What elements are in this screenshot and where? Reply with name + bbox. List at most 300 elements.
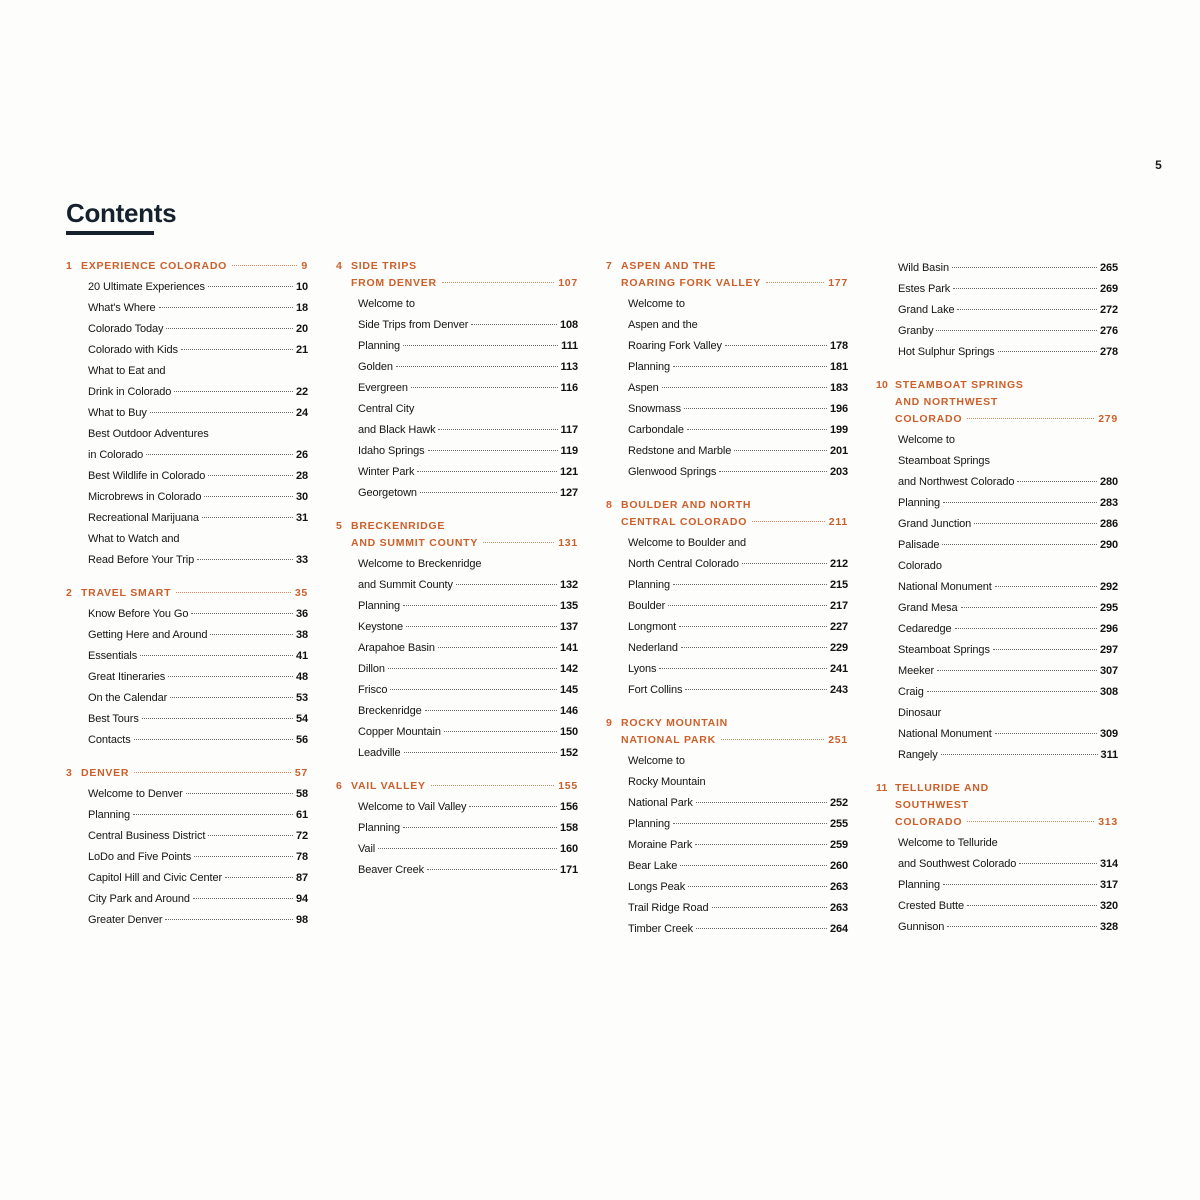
toc-entry[interactable] [628, 898, 848, 919]
toc-entry-title: Timber Creek [628, 923, 694, 935]
toc-entry-title: Planning [898, 879, 941, 891]
toc-entry[interactable] [898, 430, 1118, 451]
toc-entry-page-number: 297 [1099, 644, 1118, 656]
toc-entry-page-number: 308 [1099, 686, 1118, 698]
toc-entry-title: Steamboat Springs [898, 644, 990, 656]
toc-entry[interactable] [358, 420, 578, 441]
toc-entry-title: Welcome to [628, 755, 685, 767]
toc-entry[interactable] [628, 315, 848, 336]
toc-entry-title: Dinosaur [898, 707, 942, 719]
toc-entry-title: Colorado Today [88, 323, 164, 335]
leader-dots [993, 649, 1097, 650]
toc-entry[interactable] [88, 868, 308, 889]
toc-entry-title: Meeker [898, 665, 935, 677]
toc-entry[interactable] [88, 508, 308, 529]
toc-entry-title: Moraine Park [628, 839, 693, 851]
toc-entry-page-number: 38 [295, 629, 308, 641]
toc-entry[interactable] [358, 743, 578, 764]
toc-entry[interactable] [898, 321, 1118, 342]
leader-dots [659, 668, 826, 669]
toc-entry[interactable] [628, 554, 848, 575]
toc-entry[interactable] [628, 533, 848, 554]
toc-entry[interactable] [898, 472, 1118, 493]
toc-entry[interactable] [628, 420, 848, 441]
toc-entry-title: Planning [898, 497, 941, 509]
toc-entry[interactable] [358, 315, 578, 336]
toc-entry-title: Grand Junction [898, 518, 972, 530]
toc-entry-page-number: 127 [559, 487, 578, 499]
toc-entry[interactable] [898, 514, 1118, 535]
toc-entry-title: Cedaredge [898, 623, 952, 635]
toc-entry[interactable] [898, 258, 1118, 279]
chapter-title-line [895, 797, 1118, 814]
toc-entry[interactable] [358, 638, 578, 659]
toc-entry[interactable] [88, 667, 308, 688]
toc-entry[interactable] [628, 596, 848, 617]
toc-entry-page-number: 320 [1099, 900, 1118, 912]
toc-entry[interactable] [898, 535, 1118, 556]
toc-entry-page-number: 116 [560, 382, 578, 394]
leader-dots [194, 856, 293, 857]
toc-entry[interactable] [88, 529, 308, 550]
toc-entry-title: Craig [898, 686, 924, 698]
toc-entry[interactable] [358, 701, 578, 722]
chapter-title-text: EXPERIENCE COLORADO [81, 260, 228, 272]
toc-entry-page-number: 121 [559, 466, 578, 478]
toc-entry-title: Welcome to [898, 434, 955, 446]
toc-columns [66, 258, 1166, 940]
toc-entry-title: 20 Ultimate Experiences [88, 281, 205, 293]
toc-entry[interactable] [898, 833, 1118, 854]
chapter-title-line [81, 258, 308, 275]
toc-entry-page-number: 117 [560, 424, 578, 436]
leader-dots [193, 898, 293, 899]
toc-entry[interactable] [358, 554, 578, 575]
toc-entry-page-number: 160 [559, 843, 578, 855]
chapter-title-text: TRAVEL SMART [81, 587, 172, 599]
chapter-title-line [351, 518, 578, 535]
chapter-heading[interactable] [876, 780, 1118, 831]
toc-entry[interactable] [898, 577, 1118, 598]
leader-dots [725, 345, 827, 346]
toc-entry[interactable] [88, 910, 308, 931]
toc-entry[interactable] [358, 575, 578, 596]
toc-entry[interactable] [358, 818, 578, 839]
toc-entry[interactable] [88, 625, 308, 646]
toc-entry[interactable] [628, 336, 848, 357]
leader-dots [673, 584, 827, 585]
leader-dots [696, 802, 827, 803]
toc-entry-page-number: 260 [829, 860, 848, 872]
toc-entry-title: Capitol Hill and Civic Center [88, 872, 223, 884]
toc-entry[interactable] [898, 619, 1118, 640]
toc-entry-page-number: 24 [295, 407, 308, 419]
toc-entry-title: Planning [628, 818, 671, 830]
toc-entry-title: Best Outdoor Adventures [88, 428, 209, 440]
toc-entry[interactable] [628, 919, 848, 940]
toc-entry[interactable] [898, 556, 1118, 577]
toc-entry-title: What to Buy [88, 407, 147, 419]
toc-entry-page-number: 61 [295, 809, 308, 821]
chapter-title-text: ROCKY MOUNTAIN [621, 717, 728, 729]
toc-entry-page-number: 135 [559, 600, 578, 612]
leader-dots [685, 689, 827, 690]
toc-entry-page-number: 152 [559, 747, 578, 759]
toc-entry-page-number: 278 [1099, 346, 1118, 358]
toc-entry[interactable] [358, 336, 578, 357]
toc-entry-title: Central Business District [88, 830, 206, 842]
toc-entry-title: and Northwest Colorado [898, 476, 1015, 488]
toc-entry-title: Great Itineraries [88, 671, 166, 683]
toc-entry[interactable] [358, 617, 578, 638]
toc-entry-page-number: 58 [295, 788, 308, 800]
leader-dots [957, 309, 1096, 310]
chapter-heading[interactable] [606, 497, 848, 531]
leader-dots [159, 307, 293, 308]
toc-entry[interactable] [898, 896, 1118, 917]
page-title: Contents [66, 198, 177, 228]
toc-entry[interactable] [358, 357, 578, 378]
toc-entry-page-number: 171 [559, 864, 578, 876]
toc-entry[interactable] [898, 661, 1118, 682]
toc-entry-page-number: 183 [829, 382, 848, 394]
toc-entry[interactable] [628, 378, 848, 399]
toc-column [336, 258, 578, 940]
chapter-number: 2 [66, 587, 73, 599]
toc-entry-page-number: 10 [295, 281, 308, 293]
toc-entry[interactable] [358, 797, 578, 818]
toc-entry-title: Bear Lake [628, 860, 678, 872]
leader-dots [961, 607, 1097, 608]
toc-entry[interactable] [88, 298, 308, 319]
toc-entry[interactable] [358, 839, 578, 860]
chapter-title-line [895, 780, 1118, 797]
toc-entry-title: Greater Denver [88, 914, 163, 926]
toc-entry[interactable] [88, 889, 308, 910]
toc-entry-title: Keystone [358, 621, 404, 633]
chapter-title-text: ASPEN AND THE [621, 260, 717, 272]
chapter-title-text: SIDE TRIPS [351, 260, 417, 272]
toc-entry-title: Gunnison [898, 921, 945, 933]
toc-entry-title: Wild Basin [898, 262, 949, 274]
chapter-page-number: 279 [1098, 413, 1118, 425]
toc-entry-page-number: 108 [559, 319, 578, 331]
leader-dots [411, 387, 558, 388]
chapter-heading[interactable] [336, 518, 578, 552]
toc-entry[interactable] [88, 826, 308, 847]
toc-entry[interactable] [628, 772, 848, 793]
leader-dots [225, 877, 293, 878]
toc-entry[interactable] [358, 680, 578, 701]
toc-entry[interactable] [88, 550, 308, 571]
leader-dots [442, 282, 554, 283]
leader-dots [695, 844, 827, 845]
toc-entry[interactable] [628, 462, 848, 483]
toc-entry[interactable] [358, 483, 578, 504]
leader-dots [428, 450, 558, 451]
toc-entry[interactable] [88, 784, 308, 805]
chapter-title-line [351, 535, 578, 552]
toc-entry-page-number: 56 [295, 734, 308, 746]
toc-entry-page-number: 290 [1099, 539, 1118, 551]
toc-entry-page-number: 78 [295, 851, 308, 863]
toc-column [66, 258, 308, 940]
toc-entry[interactable] [898, 745, 1118, 766]
toc-entry[interactable] [628, 617, 848, 638]
toc-entry-title: On the Calendar [88, 692, 168, 704]
toc-entry-page-number: 217 [829, 600, 848, 612]
toc-entry-page-number: 20 [295, 323, 308, 335]
toc-entry-title: What's Where [88, 302, 156, 314]
chapter-title-text: VAIL VALLEY [351, 780, 426, 792]
toc-entry-page-number: 255 [829, 818, 848, 830]
toc-entry[interactable] [628, 856, 848, 877]
toc-entry-page-number: 178 [829, 340, 848, 352]
leader-dots [967, 418, 1094, 419]
toc-entry[interactable] [88, 445, 308, 466]
toc-entry[interactable] [898, 875, 1118, 896]
toc-entry[interactable] [88, 466, 308, 487]
toc-entry[interactable] [898, 279, 1118, 300]
toc-entry[interactable] [628, 814, 848, 835]
chapter-heading[interactable] [606, 715, 848, 749]
toc-entry-page-number: 26 [295, 449, 308, 461]
toc-entry-title: Estes Park [898, 283, 951, 295]
toc-entry[interactable] [628, 399, 848, 420]
chapter-title-line [621, 258, 848, 275]
leader-dots [406, 626, 557, 627]
leader-dots [937, 670, 1097, 671]
toc-entry[interactable] [628, 751, 848, 772]
leader-dots [142, 718, 293, 719]
toc-entry-page-number: 280 [1099, 476, 1118, 488]
leader-dots [668, 605, 827, 606]
toc-entry[interactable] [358, 722, 578, 743]
chapter-title-line [351, 258, 578, 275]
toc-entry-title: Roaring Fork Valley [628, 340, 722, 352]
toc-entry-title: Glenwood Springs [628, 466, 717, 478]
toc-entry-page-number: 111 [561, 340, 578, 352]
toc-entry-title: Welcome to Denver [88, 788, 183, 800]
toc-entry[interactable] [628, 877, 848, 898]
chapter-number: 5 [336, 520, 343, 532]
toc-entry[interactable] [88, 709, 308, 730]
toc-entry[interactable] [88, 847, 308, 868]
toc-entry[interactable] [898, 493, 1118, 514]
leader-dots [662, 387, 827, 388]
toc-entry-title: Hot Sulphur Springs [898, 346, 995, 358]
toc-entry[interactable] [358, 378, 578, 399]
toc-entry-title: Welcome to [358, 298, 415, 310]
toc-entry[interactable] [358, 659, 578, 680]
toc-entry-page-number: 142 [559, 663, 578, 675]
toc-entry[interactable] [358, 596, 578, 617]
toc-entry[interactable] [88, 487, 308, 508]
toc-entry-page-number: 296 [1099, 623, 1118, 635]
toc-entry-title: Rocky Mountain [628, 776, 706, 788]
toc-entry-title: Longmont [628, 621, 677, 633]
toc-entry-page-number: 48 [295, 671, 308, 683]
toc-entry-page-number: 201 [829, 445, 848, 457]
leader-dots [210, 634, 293, 635]
toc-entry[interactable] [628, 441, 848, 462]
toc-entry-page-number: 87 [295, 872, 308, 884]
leader-dots [942, 544, 1097, 545]
toc-entry[interactable] [898, 598, 1118, 619]
toc-entry[interactable] [898, 451, 1118, 472]
leader-dots [191, 613, 293, 614]
leader-dots [947, 926, 1097, 927]
toc-entry[interactable] [898, 917, 1118, 938]
toc-entry[interactable] [898, 724, 1118, 745]
toc-entry-title: and Summit County [358, 579, 453, 591]
toc-entry-page-number: 181 [829, 361, 848, 373]
chapter-title-text: BOULDER AND NORTH [621, 499, 752, 511]
leader-dots [943, 884, 1097, 885]
leader-dots [719, 471, 827, 472]
toc-entry[interactable] [88, 361, 308, 382]
toc-entry-title: Steamboat Springs [898, 455, 990, 467]
toc-entry-title: Arapahoe Basin [358, 642, 435, 654]
toc-entry-page-number: 199 [829, 424, 848, 436]
toc-entry[interactable] [88, 646, 308, 667]
chapter-number: 4 [336, 260, 343, 272]
toc-entry-page-number: 229 [829, 642, 848, 654]
leader-dots [483, 542, 554, 543]
toc-entry[interactable] [358, 462, 578, 483]
leader-dots [734, 450, 827, 451]
toc-entry[interactable] [898, 342, 1118, 363]
toc-entry[interactable] [898, 703, 1118, 724]
toc-entry-page-number: 18 [295, 302, 308, 314]
toc-entry-title: Planning [358, 340, 401, 352]
toc-entry-title: Trail Ridge Road [628, 902, 709, 914]
chapter-heading[interactable] [66, 585, 308, 602]
toc-entry-page-number: 54 [295, 713, 308, 725]
toc-entry[interactable] [88, 688, 308, 709]
toc-entry[interactable] [88, 730, 308, 751]
toc-entry[interactable] [628, 793, 848, 814]
toc-entry-page-number: 21 [295, 344, 308, 356]
toc-entry[interactable] [358, 441, 578, 462]
leader-dots [208, 835, 293, 836]
toc-entry-page-number: 150 [559, 726, 578, 738]
toc-entry[interactable] [898, 300, 1118, 321]
toc-entry[interactable] [628, 835, 848, 856]
chapter-title-text: TELLURIDE AND [895, 782, 989, 794]
chapter-heading[interactable] [336, 258, 578, 292]
toc-entry-title: Grand Mesa [898, 602, 958, 614]
chapter-page-number: 9 [301, 260, 308, 272]
toc-entry-page-number: 156 [559, 801, 578, 813]
toc-entry-title: Aspen and the [628, 319, 698, 331]
toc-entry-title: Colorado with Kids [88, 344, 178, 356]
leader-dots [133, 814, 293, 815]
leader-dots [684, 408, 827, 409]
leader-dots [679, 626, 827, 627]
toc-entry[interactable] [628, 659, 848, 680]
toc-entry-page-number: 203 [829, 466, 848, 478]
toc-entry-page-number: 30 [295, 491, 308, 503]
toc-entry-page-number: 113 [560, 361, 578, 373]
toc-entry[interactable] [88, 277, 308, 298]
chapter-title-text: CENTRAL COLORADO [621, 516, 748, 528]
chapter-heading[interactable] [606, 258, 848, 292]
chapter-page-number: 155 [558, 780, 578, 792]
toc-entry[interactable] [88, 340, 308, 361]
toc-entry-page-number: 72 [295, 830, 308, 842]
leader-dots [232, 265, 297, 266]
toc-entry[interactable] [628, 680, 848, 701]
chapter-heading[interactable] [876, 377, 1118, 428]
toc-entry-page-number: 272 [1099, 304, 1118, 316]
toc-entry[interactable] [88, 319, 308, 340]
toc-entry-page-number: 41 [295, 650, 308, 662]
leader-dots [403, 827, 557, 828]
leader-dots [995, 733, 1097, 734]
toc-entry[interactable] [628, 638, 848, 659]
toc-entry-title: LoDo and Five Points [88, 851, 192, 863]
chapter-heading[interactable] [336, 778, 578, 795]
leader-dots [420, 492, 557, 493]
title-underline-rule [66, 231, 154, 235]
toc-entry-title: Grand Lake [898, 304, 955, 316]
leader-dots [388, 668, 557, 669]
toc-entry-page-number: 292 [1099, 581, 1118, 593]
toc-entry-title: Planning [358, 822, 401, 834]
toc-entry[interactable] [628, 575, 848, 596]
chapter-title-text: BRECKENRIDGE [351, 520, 446, 532]
toc-entry[interactable] [628, 357, 848, 378]
toc-entry[interactable] [358, 860, 578, 881]
chapter-title-text: ROARING FORK VALLEY [621, 277, 762, 289]
toc-entry[interactable] [628, 294, 848, 315]
leader-dots [712, 907, 827, 908]
toc-entry[interactable] [898, 640, 1118, 661]
toc-entry[interactable] [88, 604, 308, 625]
toc-entry-page-number: 317 [1099, 879, 1118, 891]
toc-entry-title: Planning [628, 579, 671, 591]
toc-entry-title: Drink in Colorado [88, 386, 172, 398]
toc-entry[interactable] [358, 399, 578, 420]
leader-dots [471, 324, 557, 325]
chapter-page-number: 107 [558, 277, 578, 289]
toc-entry[interactable] [898, 682, 1118, 703]
toc-entry[interactable] [358, 294, 578, 315]
chapter-title-block [81, 585, 308, 602]
chapter-title-line [621, 732, 848, 749]
chapter-heading[interactable] [66, 258, 308, 275]
leader-dots [427, 869, 557, 870]
toc-entry[interactable] [88, 424, 308, 445]
toc-entry[interactable] [898, 854, 1118, 875]
toc-entry-title: Planning [358, 600, 401, 612]
toc-entry[interactable] [88, 403, 308, 424]
leader-dots [444, 731, 557, 732]
toc-entry-page-number: 314 [1099, 858, 1118, 870]
chapter-title-line [81, 765, 308, 782]
chapter-title-line [351, 275, 578, 292]
chapter-title-line [621, 275, 848, 292]
toc-entry-page-number: 196 [829, 403, 848, 415]
toc-entry[interactable] [88, 382, 308, 403]
toc-entry[interactable] [88, 805, 308, 826]
toc-entry-page-number: 311 [1100, 749, 1118, 761]
chapter-heading[interactable] [66, 765, 308, 782]
chapter-title-line [895, 814, 1118, 831]
toc-entry-page-number: 28 [295, 470, 308, 482]
chapter-page-number: 57 [294, 767, 308, 779]
